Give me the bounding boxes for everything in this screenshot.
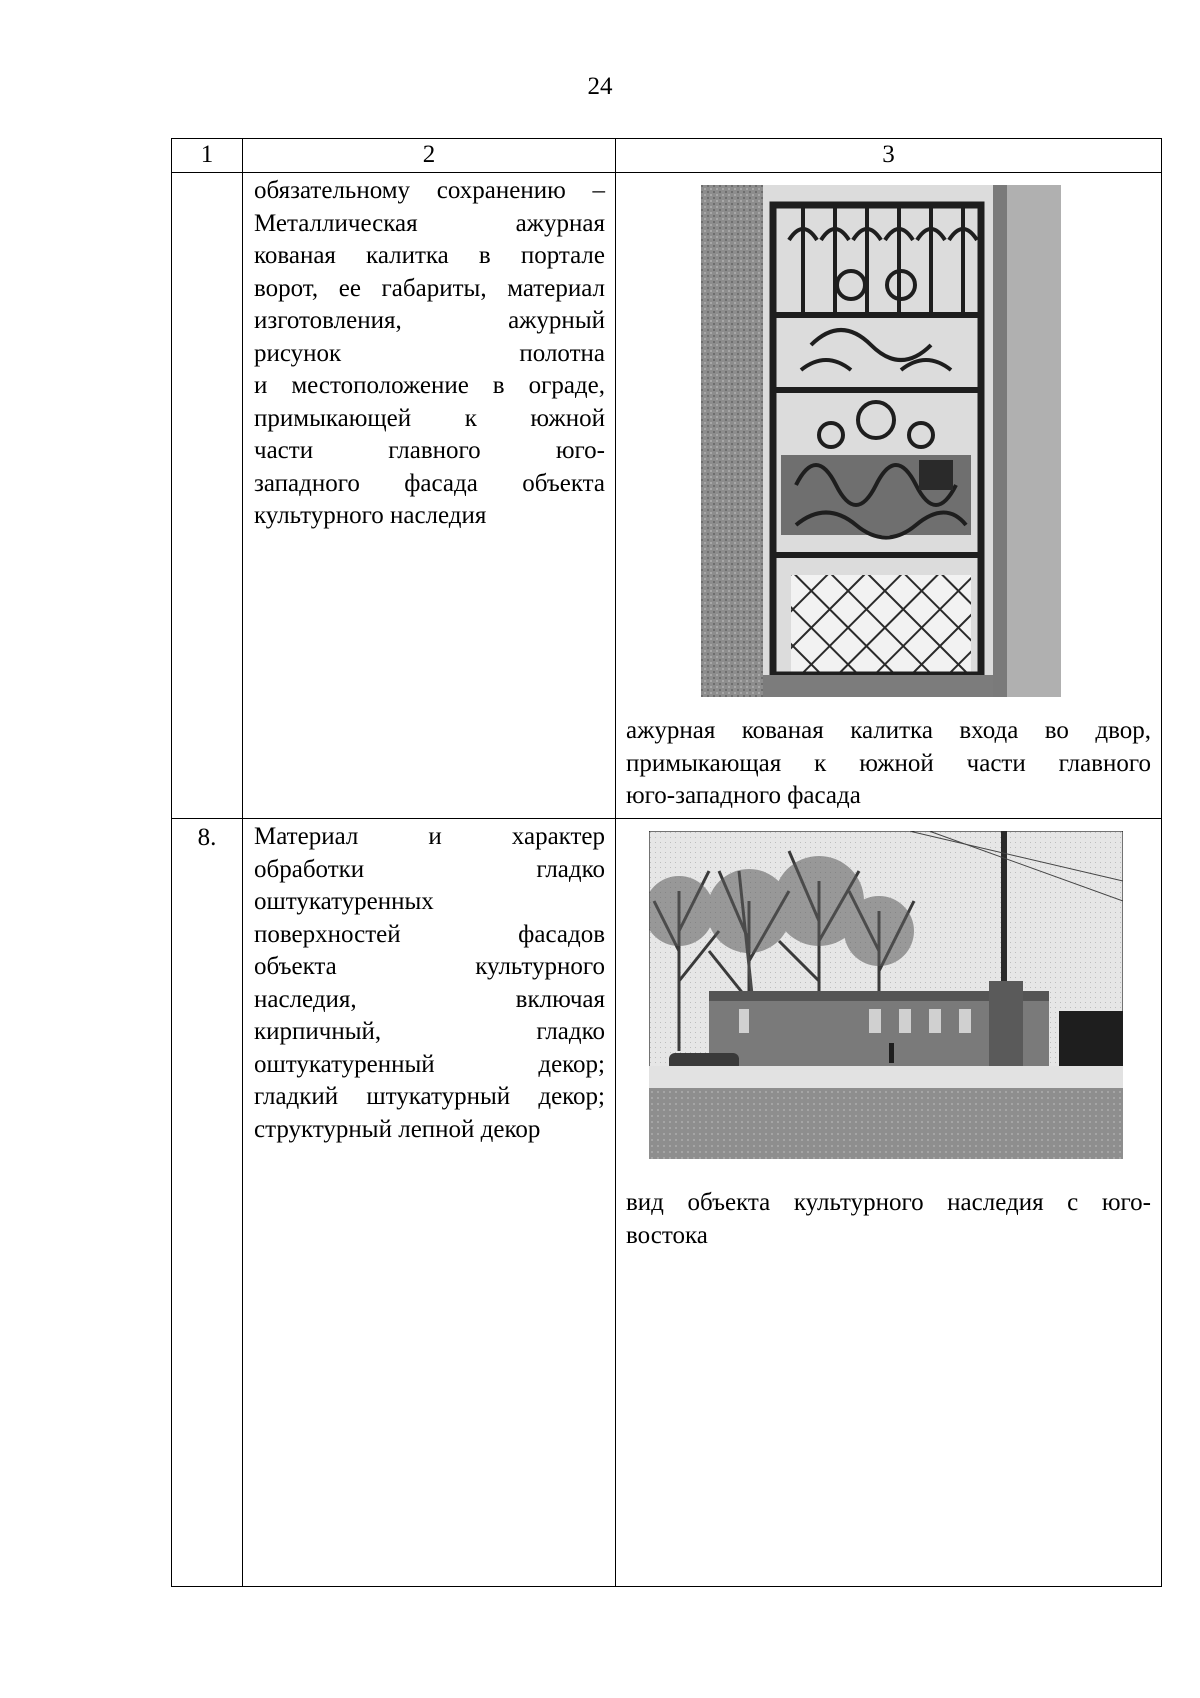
row-description: [243, 819, 616, 1587]
description-line: оштукатуренный декор;: [254, 1050, 605, 1078]
photo-caption: [626, 715, 1151, 813]
description-line: структурный лепной декор: [254, 1115, 541, 1143]
table-header-row: [172, 139, 1162, 173]
description-line: обработки гладко: [254, 855, 605, 883]
description-line: ворот, ее габариты, материал: [254, 274, 605, 302]
column-header-3: 3: [616, 139, 1162, 173]
building-street-view-photo: [626, 831, 1151, 1177]
row-photo-cell: [616, 819, 1162, 1587]
table-row: [172, 173, 1162, 819]
description-line: западного фасада объекта: [254, 469, 605, 497]
description-line: части главного юго-: [254, 437, 605, 464]
row-description: [243, 173, 616, 819]
page-number: 24: [587, 73, 613, 100]
caption-line: вид объекта культурного наследия с юго-: [626, 1189, 1151, 1216]
description-line: гладкий штукатурный декор;: [254, 1083, 605, 1110]
description-line: и местоположение в ограде,: [254, 372, 605, 399]
description-line: оштукатуренных: [254, 888, 434, 915]
caption-line: востока: [626, 1221, 708, 1249]
description-line: кирпичный, гладко: [254, 1018, 605, 1045]
row-photo-cell: [616, 173, 1162, 819]
caption-line: юго-западного фасада: [626, 782, 861, 809]
description-line: Материал и характер: [254, 823, 605, 850]
description-line: объекта культурного: [254, 953, 605, 980]
description-line: обязательному сохранению –: [254, 177, 605, 204]
description-line: поверхностей фасадов: [254, 920, 605, 948]
caption-line: примыкающая к южной части главного: [626, 749, 1151, 777]
description-line: Металлическая ажурная: [254, 209, 605, 237]
caption-line: ажурная кованая калитка входа во двор,: [626, 717, 1151, 744]
description-line: наследия, включая: [254, 985, 605, 1013]
description-line: примыкающей к южной: [254, 404, 605, 432]
photo-caption: [626, 1187, 1151, 1252]
description-line: культурного наследия: [254, 502, 487, 529]
description-line: рисунок полотна: [254, 339, 605, 367]
row-number: [172, 173, 243, 819]
description-line: изготовления, ажурный: [254, 307, 605, 334]
wrought-iron-gate-photo: [626, 185, 1151, 711]
column-header-2: 2: [243, 139, 616, 173]
row-number: 8.: [172, 819, 243, 1587]
heritage-table: [171, 138, 1162, 1587]
column-header-1: 1: [172, 139, 243, 173]
description-line: кованая калитка в портале: [254, 242, 605, 269]
table-row: [172, 819, 1162, 1587]
